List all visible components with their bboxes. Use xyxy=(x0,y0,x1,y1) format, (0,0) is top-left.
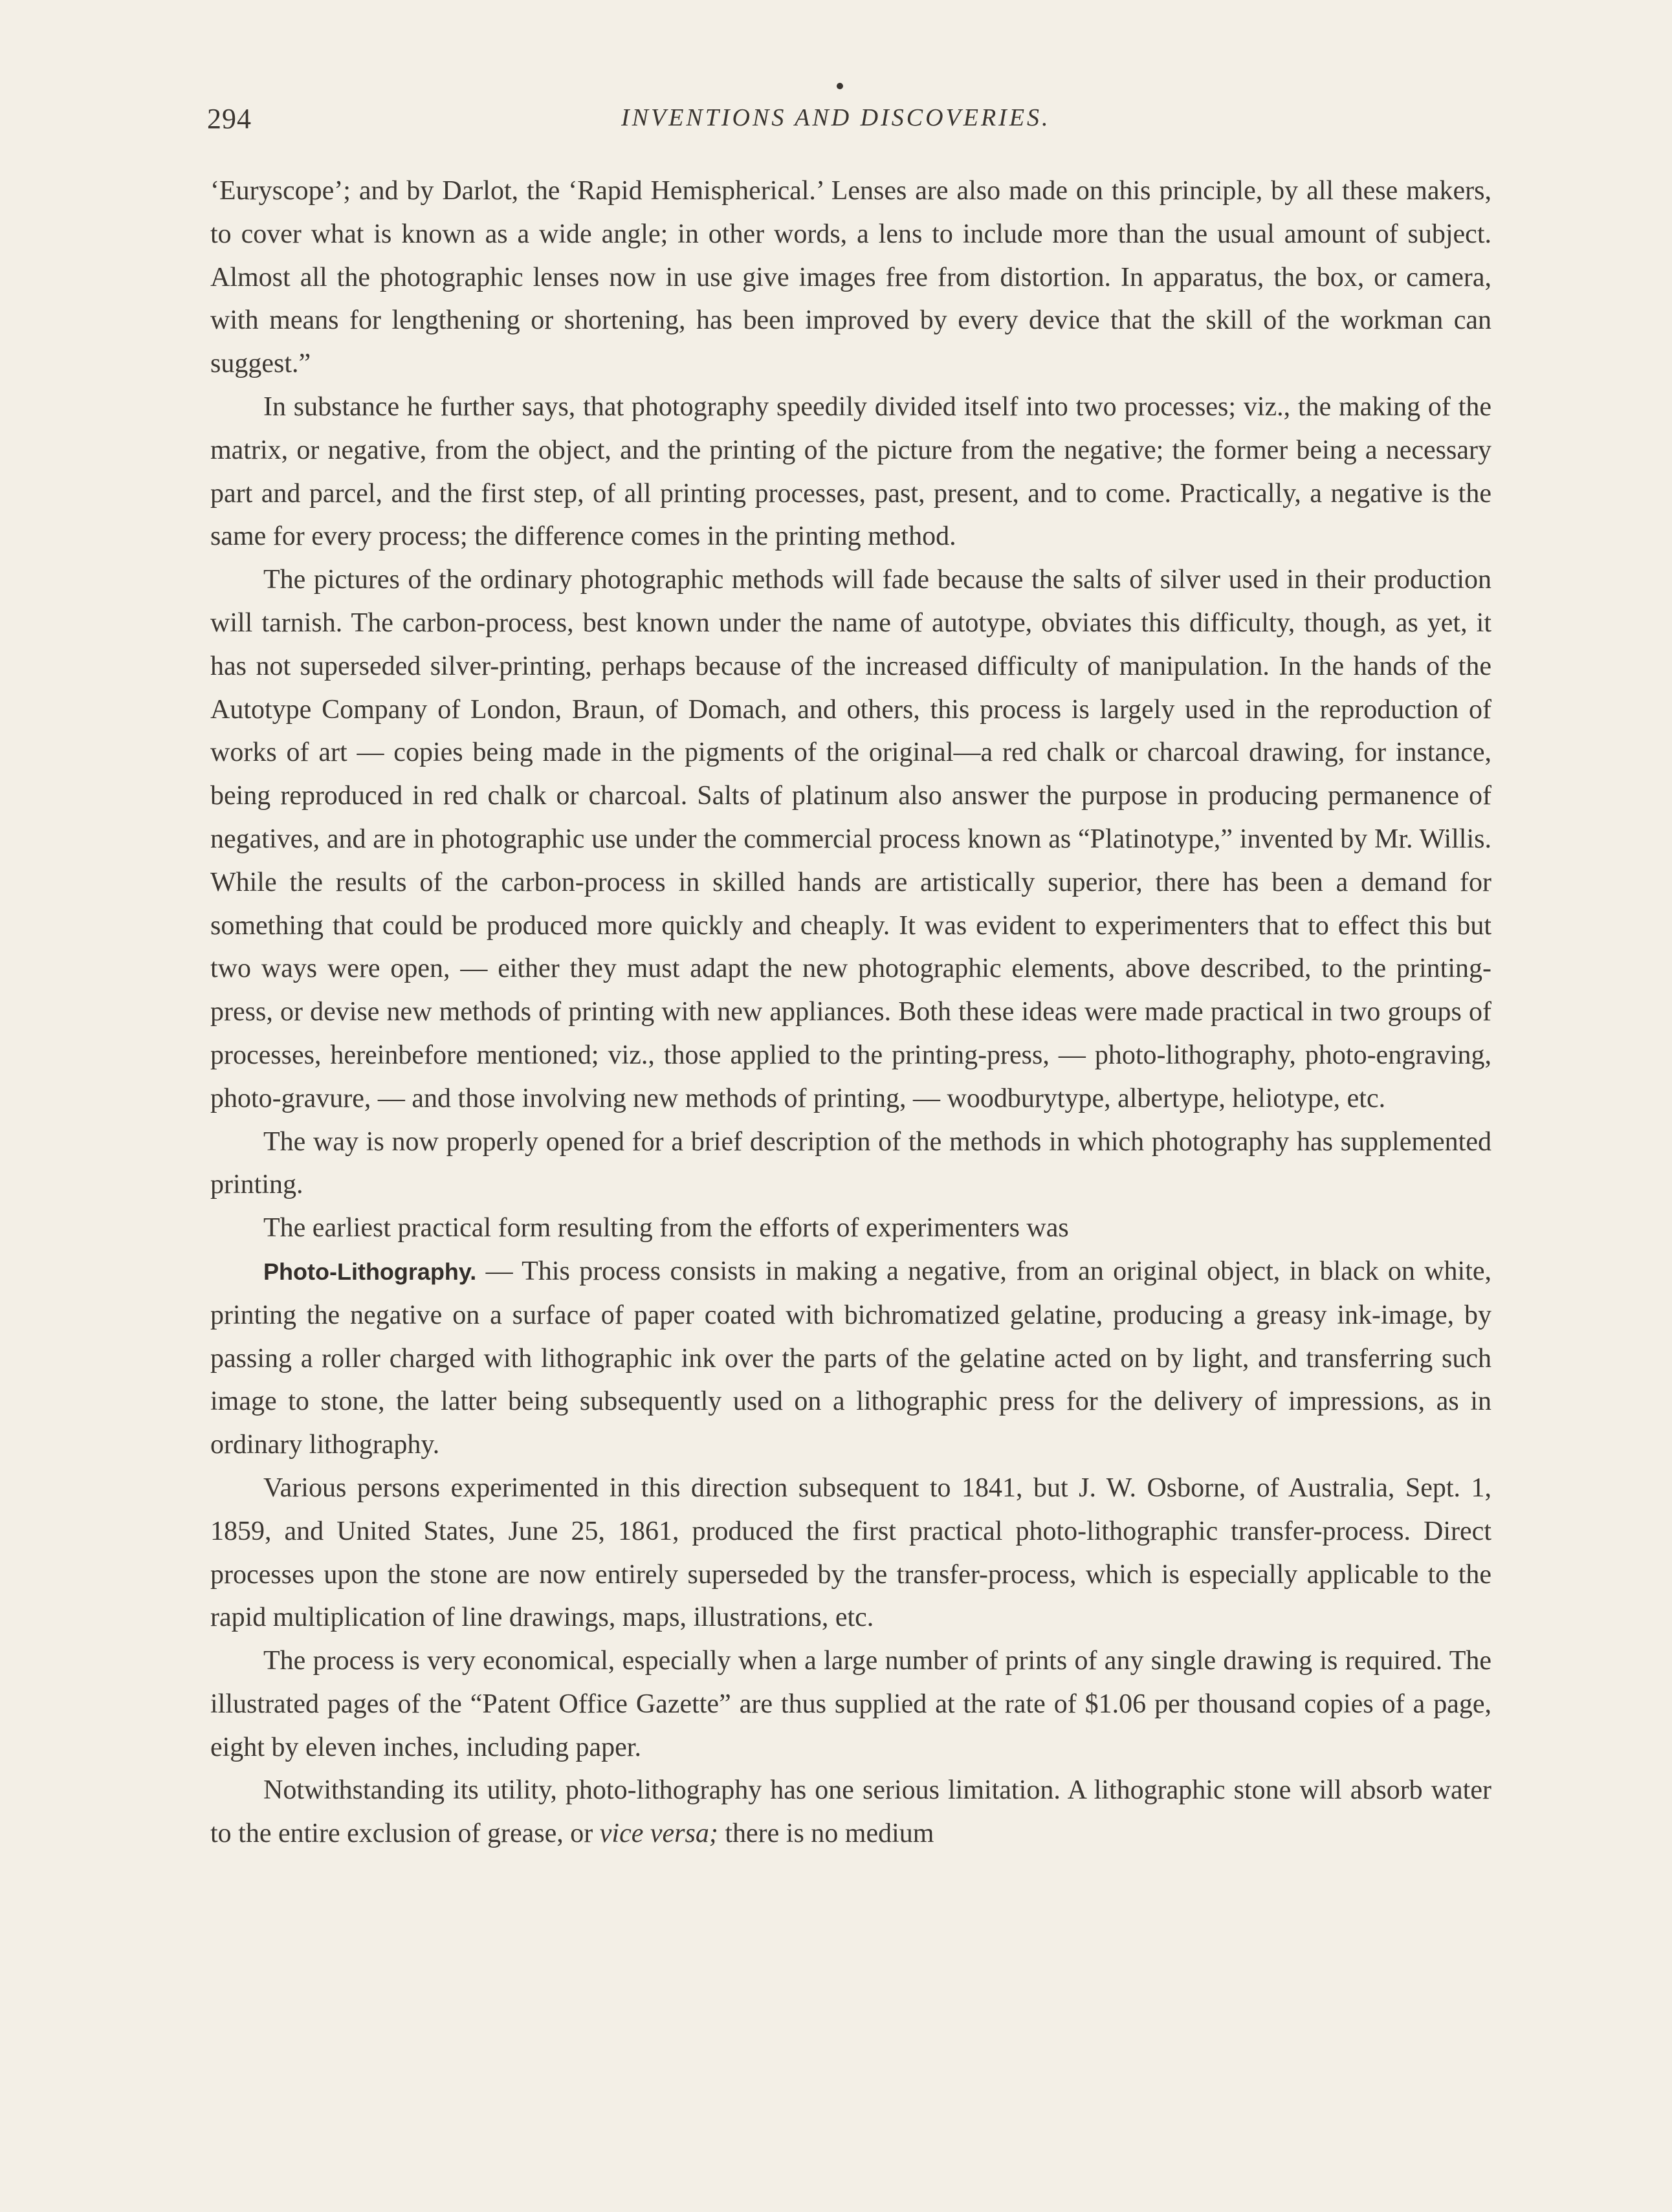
page-header xyxy=(207,102,1491,148)
paragraph-7: Various persons experimented in this direction subsequent to 1841, but J. W. Osborne, of Australia, Sept. 1, 1859, and United States, June 25, 1861, produced the first practical photo-lithographic transfer-process. Direct processes upon the stone are now entirely superseded by the transfer-process, which is especially applicable to the rapid multiplication of line drawings, maps, illustrations, etc. xyxy=(210,1473,1491,1633)
page-number: 294 xyxy=(207,103,252,135)
printer-dot xyxy=(837,83,843,89)
paragraph-3: The pictures of the ordinary photographic methods will fade because the salts of silver used in their production will tarnish. The carbon-process, best known under the name of autotype, obviates this difficulty, though, as yet, it has not superseded silver-printing, perhaps because of the increased difficulty of manipulation. In the hands of the Autotype Company of London, Braun, of Domach, and others, this process is largely used in the reproduction of works of art — copies being made in the pigments of the original—a red chalk or charcoal drawing, for instance, being reproduced in red chalk or charcoal. Salts of platinum also answer the purpose in producing permanence of negatives, and are in photographic use under the commercial process known as “Platinotype,” invented by Mr. Willis. While the results of the carbon-process in skilled hands are artistically superior, there has been a demand for something that could be produced more quickly and cheaply. It was evident to experimenters that to effect this but two ways were open, — either they must adapt the new photographic elements, above described, to the printing-press, or devise new methods of printing with new appliances. Both these ideas were made practical in two groups of processes, hereinbefore mentioned; viz., those applied to the printing-press, — photo-lithography, photo-engraving, photo-gravure, — and those involving new methods of printing, — woodburytype, albertype, heliotype, etc. xyxy=(210,565,1491,1113)
paragraph-2: In substance he further says, that photography speedily divided itself into two processes; viz., the making of the matrix, or negative, from the object, and the printing of the picture from the negative; the former being a necessary part and parcel, and the first step, of all printing processes, past, present, and to come. Practically, a negative is the same for every process; the difference comes in the printing method. xyxy=(210,391,1491,552)
paragraph-9-text: Notwithstanding its utility, photo-lithography has one serious limitation. A lithographic stone will absorb water to the entire exclusion of grease, or xyxy=(210,1775,1491,1849)
paragraph-9-end: there is no medium xyxy=(718,1819,934,1849)
body-text xyxy=(210,170,1491,1856)
paragraph-9-italic: vice versa; xyxy=(599,1819,718,1849)
paragraph-9 xyxy=(210,1769,1491,1856)
paragraph-6-text: — This process consists in making a negative, from an original object, in black on white, printing the negative on a surface of paper coated with bichromatized gelatine, producing a greasy ink-image, by passing a roller charged with lithographic ink over the parts of the gelatine acted on by light, and transferring such image to stone, the latter being subsequently used on a lithographic press for the delivery of impressions, as in ordinary lithography. xyxy=(210,1256,1491,1460)
paragraph-8: The process is very economical, especially when a large number of prints of any single drawing is required. The illustrated pages of the “Patent Office Gazette” are thus supplied at the rate of $1.06 per thousand copies of a page, eight by eleven inches, including paper. xyxy=(210,1646,1491,1762)
section-heading-photo-lithography: Photo-Lithography. xyxy=(263,1258,477,1285)
paragraph-4: The way is now properly opened for a brief description of the methods in which photography has supplemented printing. xyxy=(210,1126,1491,1200)
paragraph-1: ‘Euryscope’; and by Darlot, the ‘Rapid Hemispherical.’ Lenses are also made on this principle, by all these makers, to cover what is known as a wide angle; in other words, a lens to include more than the usual amount of subject. Almost all the photographic lenses now in use give images free from distortion. In apparatus, the box, or camera, with means for lengthening or shortening, has been improved by every device that the skill of the workman can suggest.” xyxy=(210,176,1491,379)
paragraph-5: The earliest practical form resulting from the efforts of experimenters was xyxy=(263,1213,1069,1243)
running-title: INVENTIONS AND DISCOVERIES. xyxy=(621,104,1051,131)
paragraph-6 xyxy=(210,1250,1491,1467)
